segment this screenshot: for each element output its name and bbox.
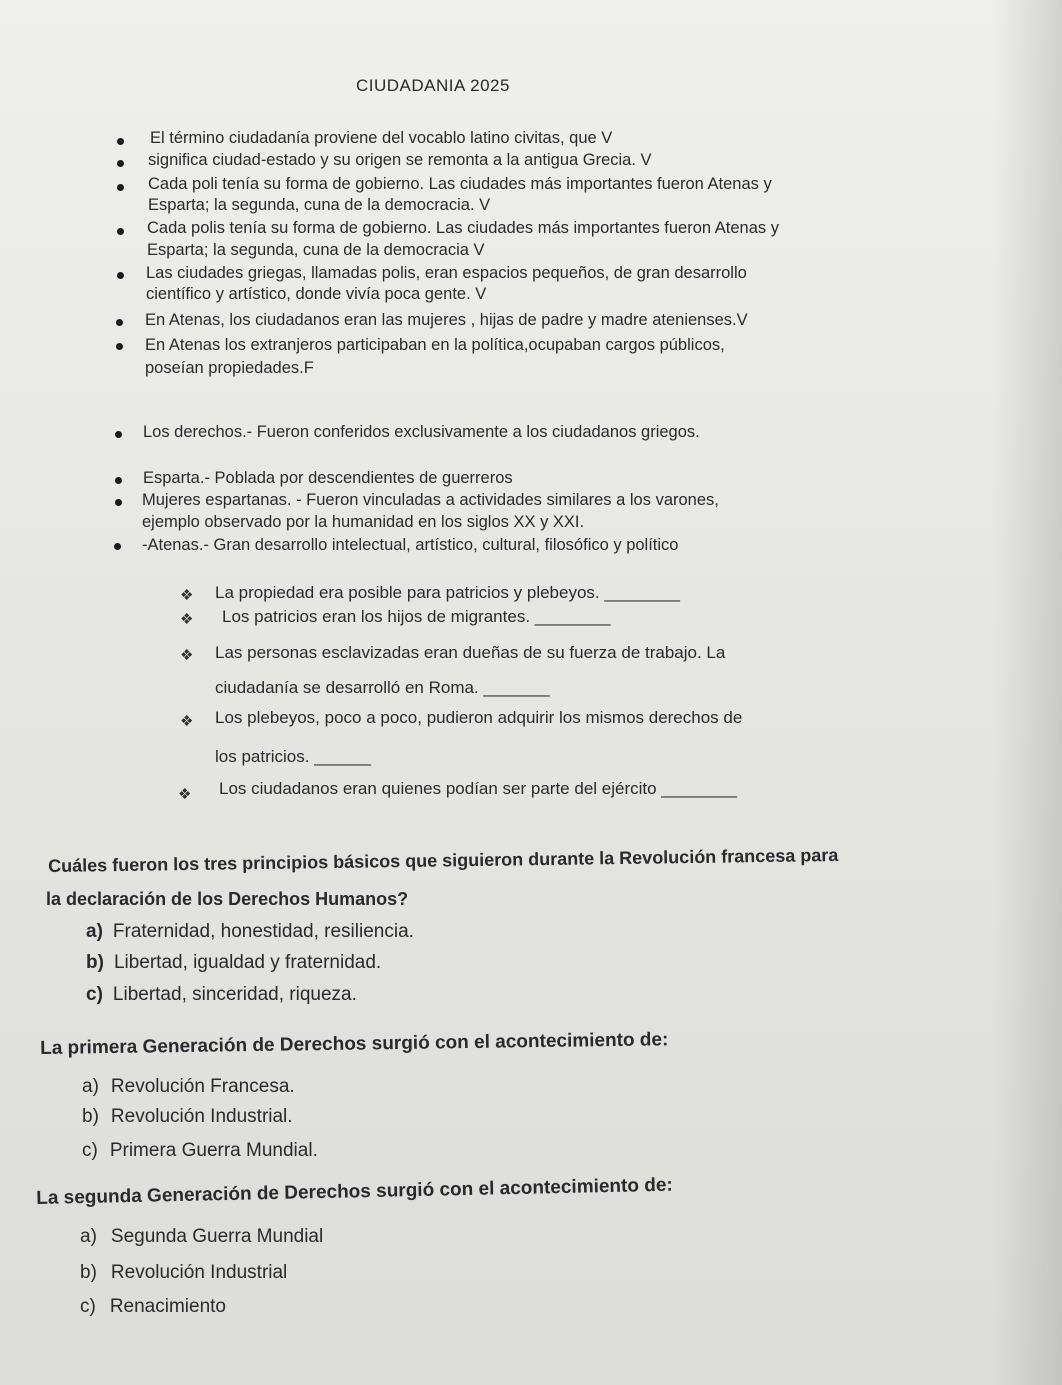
definition-mujeres: Mujeres espartanas. - Fueron vinculadas a actividades similares a los varones, <box>142 491 719 509</box>
bullet-dot <box>117 160 124 167</box>
option-text: Libertad, igualdad y fraternidad. <box>113 952 382 973</box>
statement-6: En Atenas, los ciudadanos eran las mujeres , hijas de padre y madre atenienses.V <box>145 311 748 329</box>
option-letter: c) <box>80 1296 96 1317</box>
statement-7: En Atenas los extranjeros participaban en la política,ocupaban cargos públicos, <box>145 336 725 354</box>
page-shadow <box>992 0 1062 1385</box>
bullet-dot <box>114 543 121 550</box>
statement-2: significa ciudad-estado y su origen se remonta a la antigua Grecia. V <box>148 151 652 169</box>
question-1: Cuáles fueron los tres principios básicos que siguieron durante la Revolución francesa para <box>48 844 839 876</box>
definition-atenas: -Atenas.- Gran desarrollo intelectual, artístico, cultural, filosófico y político <box>142 536 679 554</box>
statement-3: Cada poli tenía su forma de gobierno. Las ciudades más importantes fueron Atenas y <box>148 175 772 193</box>
roman-statement-1: La propiedad era posible para patricios y plebeyos. ________ <box>215 583 680 602</box>
question-2-option-c <box>82 1140 318 1162</box>
diamond-bullet-icon: ❖ <box>180 647 194 664</box>
diamond-bullet-icon: ❖ <box>178 786 192 803</box>
question-3-option-a <box>80 1226 323 1248</box>
option-letter: a) <box>86 921 103 942</box>
document-title: CIUDADANIA 2025 <box>356 76 510 95</box>
question-1-option-b <box>86 952 381 974</box>
option-letter: a) <box>82 1076 99 1097</box>
statement-4-cont: Esparta; la segunda, cuna de la democracia V <box>147 241 485 259</box>
bullet-dot <box>116 319 123 326</box>
roman-statement-3: Las personas esclavizadas eran dueñas de su fuerza de trabajo. La <box>215 643 726 662</box>
option-text: Fraternidad, honestidad, resiliencia. <box>112 921 414 942</box>
bullet-dot <box>115 477 122 484</box>
option-text: Revolución Industrial <box>110 1262 288 1283</box>
definition-mujeres-cont: ejemplo observado por la humanidad en los siglos XX y XXI. <box>142 513 585 531</box>
bullet-dot <box>115 431 122 438</box>
definition-esparta: Esparta.- Poblada por descendientes de guerreros <box>143 469 513 487</box>
option-letter: a) <box>80 1226 97 1247</box>
bullet-dot <box>116 343 123 350</box>
bullet-dot <box>117 272 124 279</box>
bullet-dot <box>115 499 122 506</box>
statement-5-cont: científico y artístico, donde vivía poca gente. V <box>146 285 487 303</box>
option-text: Segunda Guerra Mundial <box>110 1226 324 1247</box>
diamond-bullet-icon: ❖ <box>180 587 194 604</box>
roman-statement-4-cont: los patricios. ______ <box>215 747 371 766</box>
question-2-option-b <box>82 1106 293 1128</box>
statement-1: El término ciudadanía proviene del vocablo latino civitas, que V <box>150 129 613 147</box>
diamond-bullet-icon: ❖ <box>180 611 194 628</box>
statement-4: Cada polis tenía su forma de gobierno. Las ciudades más importantes fueron Atenas y <box>147 219 779 237</box>
question-3-option-b <box>80 1262 287 1284</box>
option-letter: b) <box>82 1106 99 1127</box>
roman-statement-2: Los patricios eran los hijos de migrantes. ________ <box>222 607 611 626</box>
option-letter: b) <box>80 1262 97 1283</box>
question-2-option-a <box>82 1076 295 1098</box>
roman-statement-4: Los plebeyos, poco a poco, pudieron adquirir los mismos derechos de <box>215 708 743 727</box>
question-1-option-c <box>86 984 357 1006</box>
definition-derechos: Los derechos.- Fueron conferidos exclusivamente a los ciudadanos griegos. <box>143 423 700 441</box>
question-1-option-a <box>86 921 414 943</box>
option-text: Primera Guerra Mundial. <box>109 1140 318 1161</box>
roman-statement-3-cont: ciudadanía se desarrolló en Roma. _______ <box>215 678 550 697</box>
option-letter: b) <box>86 952 104 973</box>
option-text: Revolución Francesa. <box>110 1076 295 1097</box>
question-3: La segunda Generación de Derechos surgió con el acontecimiento de: <box>36 1174 673 1209</box>
bullet-dot <box>117 138 124 145</box>
statement-5: Las ciudades griegas, llamadas polis, eran espacios pequeños, de gran desarrollo <box>146 264 747 282</box>
roman-statement-5: Los ciudadanos eran quienes podían ser parte del ejército ________ <box>219 779 737 798</box>
diamond-bullet-icon: ❖ <box>180 713 194 730</box>
option-text: Libertad, sinceridad, riqueza. <box>112 984 357 1005</box>
option-text: Revolución Industrial. <box>110 1106 293 1127</box>
statement-3-cont: Esparta; la segunda, cuna de la democracia. V <box>148 196 491 214</box>
bullet-dot <box>117 228 124 235</box>
statement-7-cont: poseían propiedades.F <box>145 359 314 377</box>
option-letter: c) <box>86 984 103 1005</box>
question-3-option-c <box>80 1296 226 1318</box>
option-letter: c) <box>82 1140 98 1161</box>
question-2: La primera Generación de Derechos surgió con el acontecimiento de: <box>40 1029 669 1059</box>
option-text: Renacimiento <box>109 1296 226 1317</box>
bullet-dot <box>117 184 124 191</box>
question-1-cont: la declaración de los Derechos Humanos? <box>46 889 409 909</box>
